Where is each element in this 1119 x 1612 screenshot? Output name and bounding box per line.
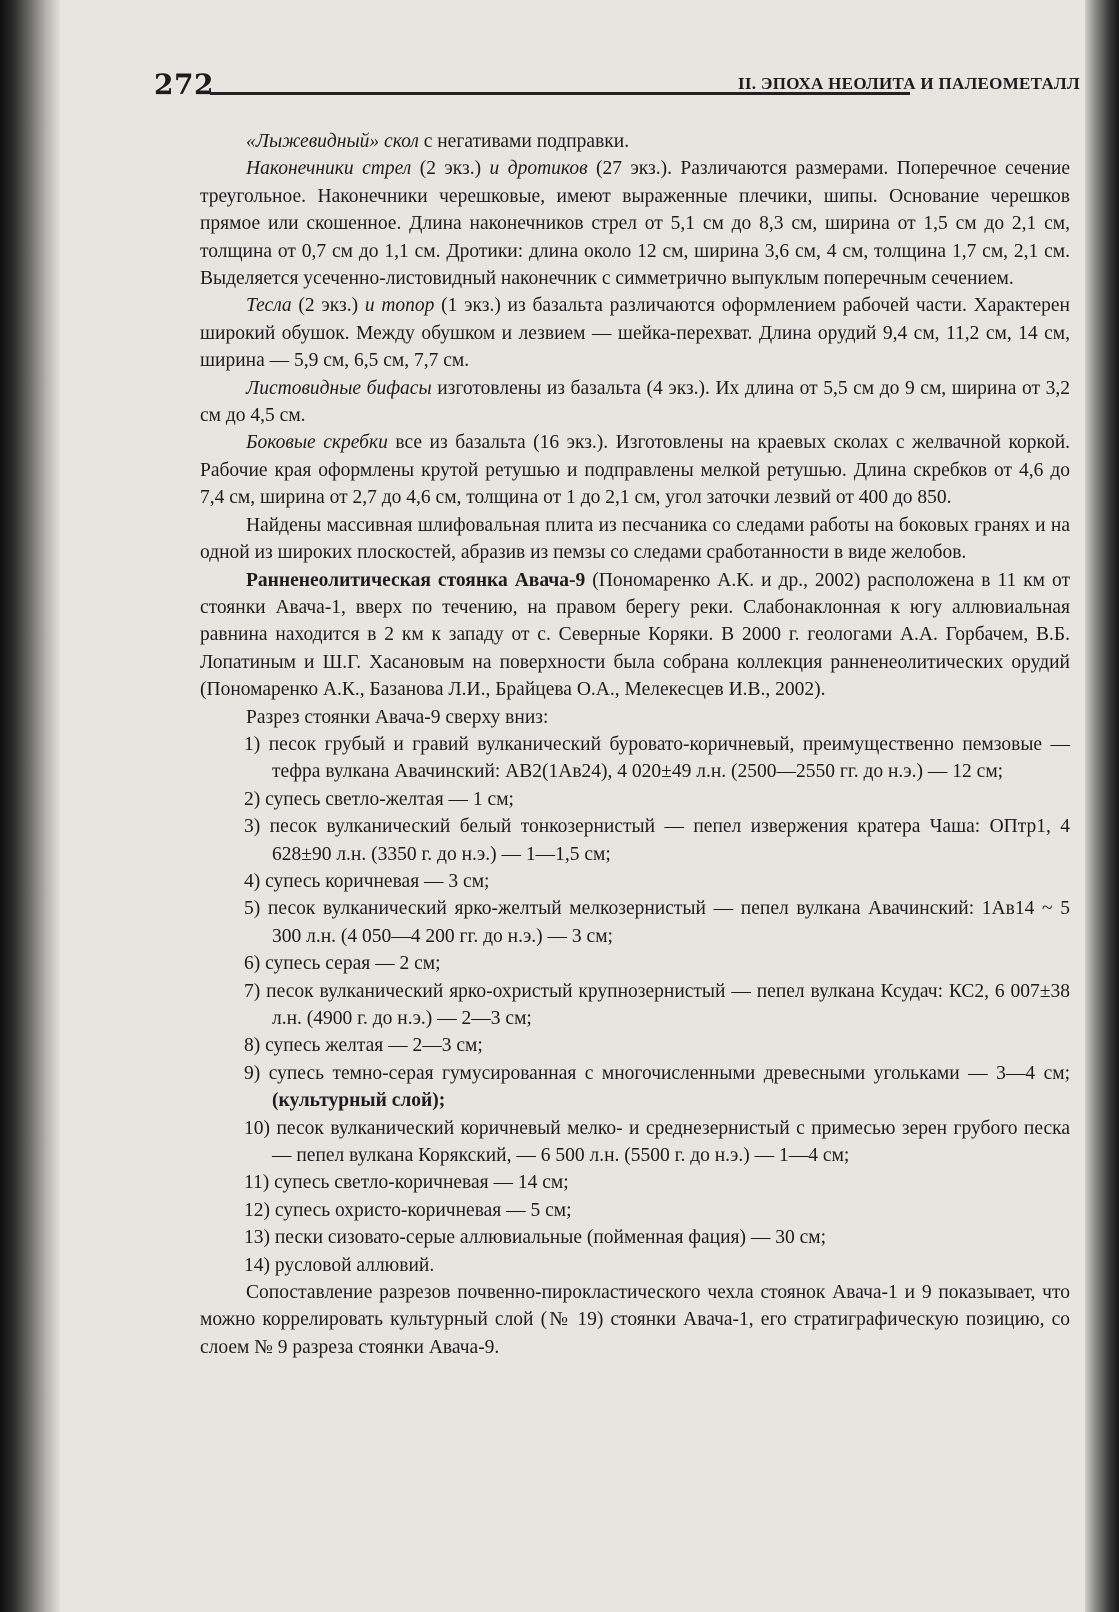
site-heading: Ранненеолитическая стоянка Авача-9 (246, 569, 586, 591)
page-body (200, 128, 1070, 1361)
term-italic: «Лыжевидный» скол (246, 131, 419, 152)
list-number: 11) (244, 1172, 270, 1194)
list-item (228, 1224, 1070, 1251)
list-text: пески сизовато-серые аллювиальные (пойменная фация) — 30 см; (274, 1227, 827, 1249)
paragraph-5 (200, 429, 1070, 511)
book-spine-shadow (1085, 0, 1119, 1612)
list-item (228, 1197, 1070, 1224)
list-number: 10) (244, 1117, 270, 1139)
book-gutter-shadow (0, 0, 60, 1612)
paragraph-text: (Пономаренко А.К. и др., 2002) расположена в 11 км от стоянки Авача-1, вверх по течению, на правом берегу реки. Слабонаклонная к югу аллювиальная равнина находится в 2 км к западу от с. Северные Коряки. В 2000 г. геологами А.А. Горбачем, В.Б. Лопатиным и Ш.Г. Хасановым на поверхности была собрана коллекция ранненеолитических орудий (Пономаренко А.К., Базанова Л.И., Брайцева О.А., Мелекесцев И.В., 2002). (200, 569, 1070, 701)
list-text: супесь серая — 2 см; (265, 953, 441, 975)
term-italic: и топор (364, 295, 435, 317)
term-italic: и дротиков (489, 158, 588, 180)
list-item (228, 731, 1070, 786)
paragraph-1 (200, 128, 1070, 155)
list-text: песок грубый и гравий вулканический буровато-коричневый, преимущественно пемзовые — тефра вулкана Авачинский: АВ2(1Ав24), 4 020±49 л.н. (2500—2550 гг. до н.э.) — 12 см; (268, 733, 1070, 783)
term-italic: Листовидные бифасы (246, 377, 432, 399)
list-number: 4) (244, 870, 261, 892)
paragraph-9: Сопоставление разрезов почвенно-пирокластического чехла стоянок Авача-1 и 9 показывает, что можно коррелировать культурный слой (№ 19) стоянки Авача-1, его стратиграфическую позицию, со слоем № 9 разреза стоянки Авача-9. (200, 1282, 1070, 1358)
list-number: 13) (244, 1227, 270, 1249)
paragraph-7 (200, 567, 1070, 704)
page-number: 272 (154, 68, 214, 101)
paragraph-text: (2 экз.) (411, 158, 490, 180)
term-italic: Наконечники стрел (246, 158, 412, 180)
list-text: супесь охристо-коричневая — 5 см; (274, 1199, 572, 1221)
list-item (228, 1060, 1070, 1115)
paragraph-text: изготовлены из базальта (4 экз.). Их длина от 5,5 см до 9 см, ширина от 3,2 см до 4,5 см. (200, 377, 1070, 427)
list-item (228, 786, 1070, 813)
paragraph-text: с негативами подправки. (418, 131, 630, 152)
list-text: супесь светло-коричневая — 14 см; (274, 1172, 569, 1194)
term-italic: Боковые скребки (246, 432, 388, 454)
list-text: песок вулканический белый тонкозернистый — пепел извержения кратера Чаша: ОПтр1, 4 628±90 л.н. (3350 г. до н.э.) — 1—1,5 см; (269, 816, 1071, 865)
list-item (228, 950, 1070, 977)
paragraph-8: Разрез стоянки Авача-9 сверху вниз: (246, 706, 549, 728)
list-number: 2) (244, 788, 261, 810)
list-item (228, 1252, 1070, 1279)
term-italic: Тесла (246, 295, 292, 317)
cultural-layer-label: (культурный слой); (272, 1090, 446, 1112)
list-number: 12) (244, 1199, 270, 1221)
list-number: 1) (244, 733, 261, 755)
list-text: песок вулканический ярко-охристый крупнозернистый — пепел вулкана Ксудач: КС2, 6 007±38 л.н. (4900 г. до н.э.) — 2—3 см; (266, 980, 1070, 1029)
paragraph-text: (1 экз.) из базальта различаются оформлением рабочей части. Характерен широкий обушок. Между обушком и лезвием — шейка-перехват. Длина орудий 9,4 см, 11,2 см, 14 см, ширина — 5,9 см, 6,5 см, 7,7 см. (200, 295, 1070, 372)
list-item (228, 868, 1070, 895)
paragraph-4 (200, 375, 1070, 430)
layer-list (200, 731, 1070, 1279)
list-text: песок вулканический коричневый мелко- и среднезернистый с примесью зерен грубого песка — пепел вулкана Корякский, — 6 500 л.н. (5500 г. до н.э.) — 1—4 см; (272, 1117, 1070, 1167)
list-number: 7) (244, 980, 261, 1002)
page-header (150, 60, 1080, 106)
paragraph-text: (2 экз.) (291, 295, 365, 317)
list-number: 8) (244, 1035, 261, 1057)
list-number: 3) (244, 816, 261, 838)
paragraph-2 (200, 155, 1070, 292)
paragraph-3 (200, 292, 1070, 374)
list-number: 5) (244, 898, 261, 920)
list-text: супесь темно-серая гумусированная с многочисленными древесными угольками — 3—4 см; (268, 1062, 1070, 1084)
list-item (228, 1032, 1070, 1059)
list-item (228, 1115, 1070, 1170)
list-item (228, 895, 1070, 950)
list-number: 6) (244, 953, 261, 975)
running-head: II. ЭПОХА НЕОЛИТА И ПАЛЕОМЕТАЛЛ (737, 74, 1080, 93)
list-text: супесь светло-желтая — 1 см; (265, 788, 514, 810)
list-number: 9) (244, 1062, 261, 1084)
list-item (228, 978, 1070, 1033)
list-item (228, 813, 1070, 868)
paragraph-text: (27 экз.). Различаются размерами. Поперечное сечение треугольное. Наконечники черешковые, имеют выраженные плечики, шипы. Основание черешков прямое или скошенное. Длина наконечников стрел от 5,1 см до 8,3 см, ширина от 1,5 см до 2,1 см, толщина от 0,7 см до 1,1 см. Дротики: длина около 12 см, ширина 3,6 см, 4 см, толщина 1,7 см, 2,1 см. Выделяется усеченно-листовидный наконечник с симметрично выпуклым поперечным сечением. (200, 158, 1070, 290)
list-number: 14) (244, 1254, 270, 1276)
list-text: супесь коричневая — 3 см; (265, 870, 490, 892)
list-text: русловой аллювий. (274, 1254, 435, 1276)
paragraph-6: Найдены массивная шлифовальная плита из песчаника со следами работы на боковых гранях и на одной из широких плоскостей, абразив из пемзы со следами сработанности в виде желобов. (200, 514, 1070, 564)
book-page (150, 60, 1080, 1600)
list-item (228, 1169, 1070, 1196)
list-text: супесь желтая — 2—3 см; (265, 1035, 483, 1057)
list-text: песок вулканический ярко-желтый мелкозернистый — пепел вулкана Авачинский: 1Ав14 ~ 5 300 л.н. (4 050—4 200 гг. до н.э.) — 3 см; (267, 898, 1070, 947)
paragraph-text: все из базальта (16 экз.). Изготовлены на краевых сколах с желвачной коркой. Рабочие края оформлены крутой ретушью и подправлены мелкой ретушью. Длина скребков от 4,6 до 7,4 см, ширина от 2,7 до 4,6 см, толщина от 1 до 2,1 см, угол заточки лезвий от 400 до 850. (200, 432, 1071, 509)
